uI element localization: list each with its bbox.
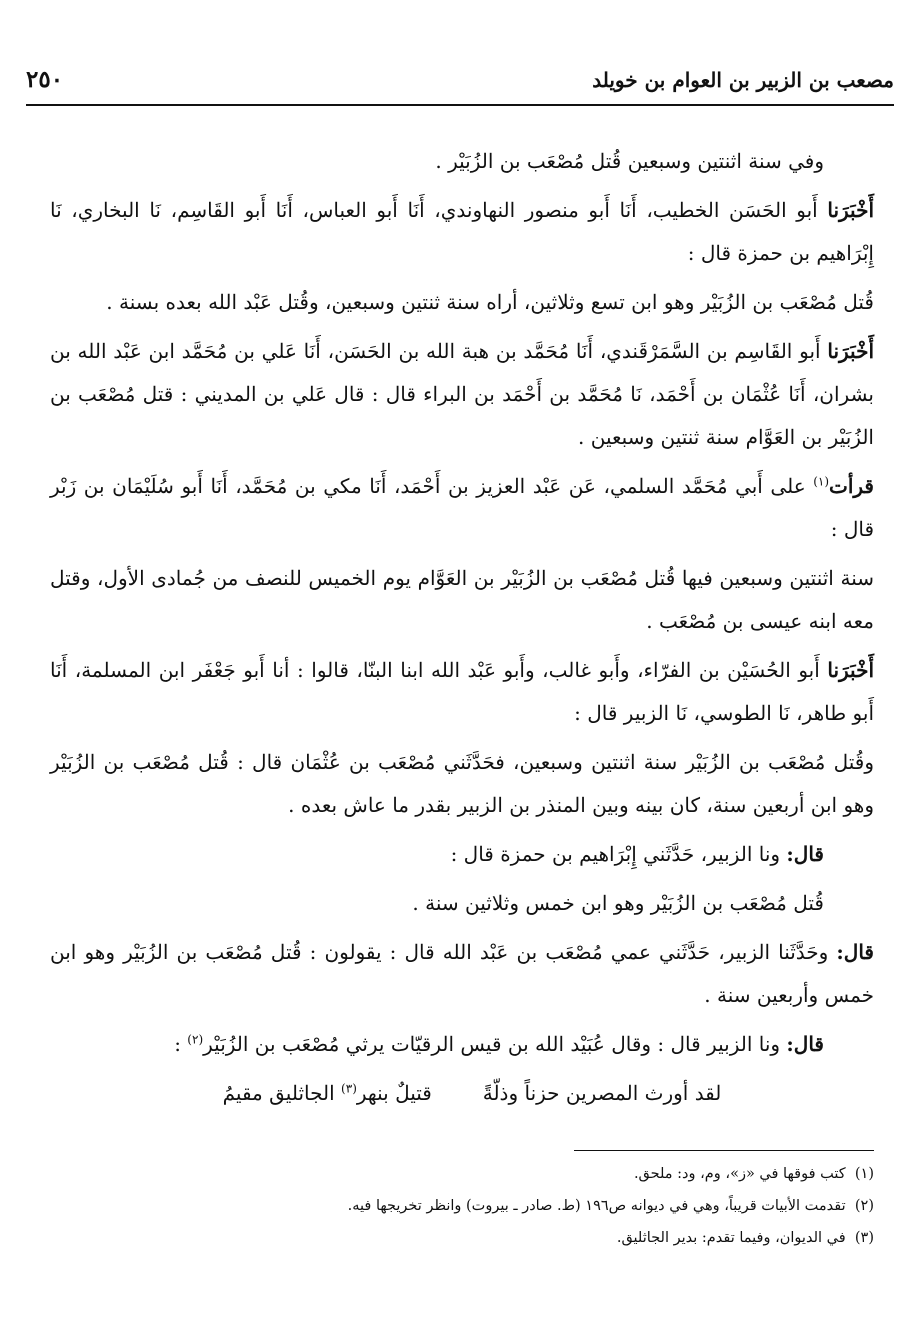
paragraph-lead: قرأت [829, 474, 874, 498]
verse-first-hemistich: لقد أورث المصرين حزناً وذلّةً [482, 1081, 722, 1105]
paragraph: سنة اثنتين وسبعين فيها قُتل مُصْعَب بن الزُبَيْر بن العَوَّام يوم الخميس للنصف من جُمادى الأول، وقتل معه ابنه عيسى بن مُصْعَب . [50, 566, 874, 633]
paragraph: قُتل مُصْعَب بن الزُبَيْر وهو ابن تسع وثلاثين، أراه سنة ثنتين وسبعين، وقُتل عَبْد الله بعده بسنة . [106, 290, 874, 314]
paragraph: أَخْبَرَنا أَبو القَاسِم بن السَّمَرْقَندي، أَنَا مُحَمَّد بن هبة الله بن الحَسَن، أَنَا عَلي بن مُحَمَّد ابن عَبْد الله بن بشران، أَنَا عُثْمَان بن أَحْمَد، نَا مُحَمَّد بن أَحْمَد بن البراء قال : قال عَلي بن المديني : قتل مُصْعَب بن الزُبَيْر بن العَوَّام سنة ثنتين وسبعين . [50, 339, 874, 449]
footnotes [50, 1158, 874, 1254]
paragraph-lead: قال: [836, 940, 874, 964]
page-number: ٢٥٠ [26, 66, 64, 93]
paragraph: قُتل مُصْعَب بن الزُبَيْر وهو ابن خمس وثلاثين سنة . [412, 891, 824, 915]
footnote-number: (٣) [854, 1230, 874, 1246]
paragraph-lead: أَخْبَرَنا [827, 658, 874, 682]
paragraph: قال: ونا الزبير، حَدَّثَني إِبْرَاهيم بن حمزة قال : [450, 842, 824, 866]
paragraph: قال: وحَدَّثَنا الزبير، حَدَّثَني عمي مُصْعَب بن عَبْد الله قال : يقولون : قُتل مُصْعَب بن الزُبَيْر وهو ابن خمس وأربعين سنة . [50, 940, 874, 1007]
verse-second-hemistich: قتيلٌ بنهر$^{(٣)}$ الجاثليق مقيمُ [222, 1081, 432, 1105]
paragraph-lead: قال: [786, 1032, 824, 1056]
footnote-number: (١) [854, 1166, 874, 1182]
paragraph: قال: ونا الزبير قال : وقال عُبَيْد الله بن قيس الرقيّات يرثي مُصْعَب بن الزُبَيْر$^{(٢)}$ : [174, 1032, 824, 1056]
page-header [26, 66, 894, 106]
footnote: (١) كتب فوقها في «ز»، وم، ود: ملحق. [633, 1166, 874, 1182]
paragraph-lead: أَخْبَرَنا [827, 339, 874, 363]
paragraph: وفي سنة اثنتين وسبعين قُتل مُصْعَب بن الزُبَيْر . [435, 149, 824, 173]
paragraph: أَخْبَرَنا أَبو الحَسَن الخطيب، أَنَا أَبو منصور النهاوندي، أَنَا أَبو العباس، أَنَا أَبو القَاسِم، نَا البخاري، نَا إِبْرَاهيم بن حمزة قال : [50, 198, 874, 265]
footnote: (٣) في الديوان، وفيما تقدم: بدير الجاثليق. [616, 1230, 874, 1246]
poem-verse [50, 1072, 874, 1115]
paragraph-lead: أَخْبَرَنا [827, 198, 874, 222]
paragraph-lead: قال: [786, 842, 824, 866]
footnote-ref[interactable]: (١) [813, 474, 830, 489]
footnote-divider [574, 1150, 874, 1151]
footnote-ref[interactable]: (٣) [341, 1081, 357, 1096]
main-text [50, 140, 874, 1121]
running-title: مصعب بن الزبير بن العوام بن خويلد [592, 68, 894, 92]
footnote-number: (٢) [854, 1198, 874, 1214]
paragraph: قرأت$^{(١)}$ على أَبي مُحَمَّد السلمي، عَن عَبْد العزيز بن أَحْمَد، أَنَا مكي بن مُحَمَّد، أَنَا أَبو سُلَيْمَان بن زَبْر قال : [50, 474, 874, 541]
footnote-ref[interactable]: (٢) [187, 1032, 204, 1047]
footnote: (٢) تقدمت الأبيات قريباً، وهي في ديوانه ص١٩٦ (ط. صادر ـ بيروت) وانظر تخريجها فيه. [347, 1198, 874, 1214]
paragraph: وقُتل مُصْعَب بن الزُبَيْر سنة اثنتين وسبعين، فحَدَّثَني مُصْعَب بن عُثْمَان قال : قُتل مُصْعَب بن الزُبَيْر وهو ابن أربعين سنة، كان بينه وبين المنذر بن الزبير بقدر ما عاش بعده . [50, 750, 874, 817]
paragraph: أَخْبَرَنا أَبو الحُسَيْن بن الفرّاء، وأَبو غالب، وأَبو عَبْد الله ابنا البنّا، قالوا : أنا أَبو جَعْفَر ابن المسلمة، أَنَا أَبو طاهر، نَا الطوسي، نَا الزبير قال : [50, 658, 874, 725]
